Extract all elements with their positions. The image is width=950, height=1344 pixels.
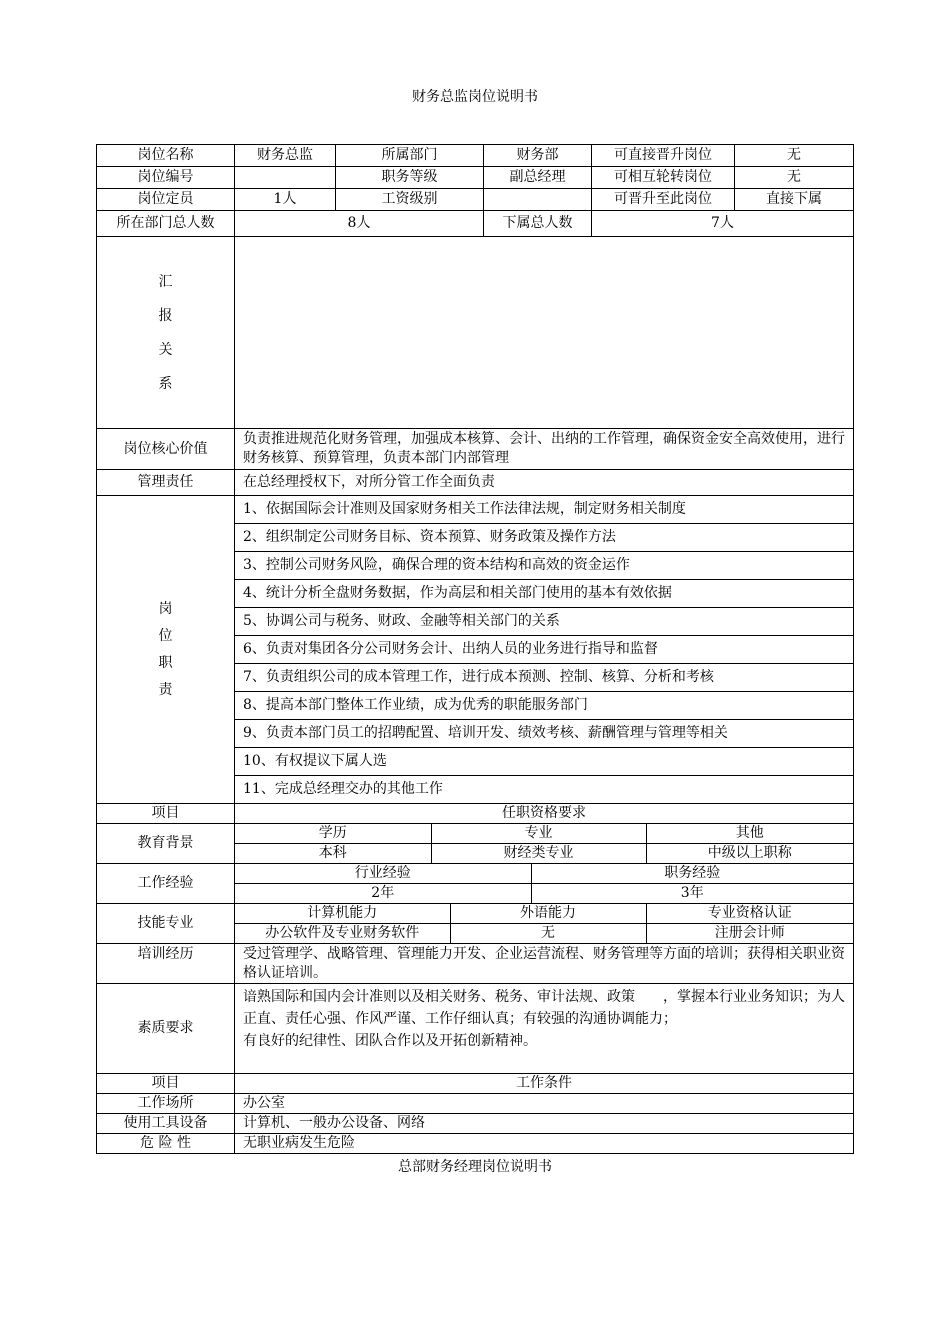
mgmt-text: 在总经理授权下，对所分管工作全面负责 [235, 470, 854, 496]
dept-label: 所在部门总人数 [97, 211, 235, 237]
experience-val: 3年 [680, 885, 704, 901]
skills-val: 办公软件及专业财务软件 [235, 924, 450, 944]
report-char: 关 [158, 341, 173, 358]
cond-row [97, 1094, 854, 1114]
duties-inner [235, 496, 854, 803]
core-value-row [97, 429, 854, 470]
experience-col: 职务经验 [531, 864, 853, 884]
duty-char: 位 [158, 627, 173, 644]
duty-item: 4、统计分析全盘财务数据，作为高层和相关部门使用的基本有效依据 [235, 580, 854, 608]
education-label: 教育背景 [97, 824, 235, 864]
quality-row [97, 984, 854, 1074]
info-cell: 职务等级 [336, 167, 484, 189]
cond-label: 工作场所 [97, 1094, 235, 1114]
education-content [235, 824, 854, 864]
quality-line: 有良好的纪律性、团队合作以及开拓创新精神。 [243, 1033, 537, 1049]
info-cell: 可直接晋升岗位 [592, 145, 735, 167]
info-cell: 岗位定员 [97, 189, 235, 211]
duties-label [97, 496, 235, 804]
duty-char: 责 [158, 681, 173, 698]
skills-val: 无 [450, 924, 646, 944]
info-cell [484, 189, 592, 211]
info-cell: 可相互轮转岗位 [592, 167, 735, 189]
education-row [97, 824, 854, 864]
info-cell: 副总经理 [484, 167, 592, 189]
report-row [97, 237, 854, 429]
cond-header-row [97, 1074, 854, 1094]
duty-item: 9、负责本部门员工的招聘配置、培训开发、绩效考核、薪酬管理与管理等相关 [235, 720, 854, 748]
cond-value: 办公室 [235, 1094, 854, 1114]
cond-header: 工作条件 [235, 1074, 854, 1094]
info-row [97, 167, 854, 189]
skills-content [235, 904, 854, 944]
skills-col: 计算机能力 [235, 904, 450, 924]
duty-item: 6、负责对集团各分公司财务会计、出纳人员的业务进行指导和监督 [235, 636, 854, 664]
experience-row [97, 864, 854, 904]
cond-label: 使用工具设备 [97, 1114, 235, 1134]
skills-row [97, 904, 854, 944]
info-row [97, 189, 854, 211]
duty-item: 5、协调公司与税务、财政、金融等相关部门的关系 [235, 608, 854, 636]
training-label: 培训经历 [97, 944, 235, 984]
experience-subtable [235, 864, 853, 903]
duty-item: 3、控制公司财务风险，确保合理的资本结构和高效的资金运作 [235, 552, 854, 580]
report-label [97, 237, 235, 429]
info-cell: 所属部门 [336, 145, 484, 167]
duties-row [97, 496, 854, 804]
duty-char: 岗 [158, 600, 173, 617]
skills-col: 专业资格认证 [646, 904, 853, 924]
info-cell: 无 [735, 167, 854, 189]
experience-content [235, 864, 854, 904]
training-row [97, 944, 854, 984]
core-value-label: 岗位核心价值 [97, 429, 235, 470]
cond-value: 无职业病发生危险 [235, 1134, 854, 1154]
quality-text [235, 984, 854, 1074]
duty-item: 1、依据国际会计准则及国家财务相关工作法律法规，制定财务相关制度 [235, 496, 854, 524]
report-char: 报 [158, 307, 173, 324]
cond-row [97, 1114, 854, 1134]
duty-item: 8、提高本部门整体工作业绩，成为优秀的职能服务部门 [235, 692, 854, 720]
education-val: 财经类专业 [431, 844, 646, 864]
education-col: 学历 [235, 824, 431, 844]
skills-label: 技能专业 [97, 904, 235, 944]
skills-subtable [235, 904, 853, 943]
education-col: 其他 [646, 824, 853, 844]
main-table [96, 236, 854, 1154]
skills-col: 外语能力 [450, 904, 646, 924]
report-char: 系 [158, 375, 173, 392]
duty-item: 11、完成总经理交办的其他工作 [243, 781, 443, 797]
education-subtable [235, 824, 853, 863]
sub-count-value: 7人 [592, 211, 854, 237]
mgmt-row [97, 470, 854, 496]
page-title: 财务总监岗位说明书 [412, 89, 538, 105]
mgmt-label: 管理责任 [97, 470, 235, 496]
core-value-text: 负责推进规范化财务管理，加强成本核算、会计、出纳的工作管理，确保资金安全高效使用，进行财务核算、预算管理，负责本部门内部管理 [235, 429, 854, 470]
experience-val: 2年 [235, 884, 531, 904]
qual-item-label: 项目 [97, 804, 235, 824]
main-table-top [96, 210, 854, 237]
cond-label: 危 险 性 [97, 1134, 235, 1154]
education-val: 本科 [235, 844, 431, 864]
skills-val: 注册会计师 [714, 925, 785, 941]
info-cell: 无 [735, 145, 854, 167]
qual-header: 任职资格要求 [235, 804, 854, 824]
experience-col: 行业经验 [235, 864, 531, 884]
info-cell: 直接下属 [735, 189, 854, 211]
qual-header-row [97, 804, 854, 824]
education-col: 专业 [431, 824, 646, 844]
education-val: 中级以上职称 [707, 845, 792, 861]
experience-label: 工作经验 [97, 864, 235, 904]
duties-list [235, 496, 854, 804]
duty-item: 10、有权提议下属人选 [235, 748, 854, 776]
duty-char: 职 [158, 654, 173, 671]
position-info-table [96, 144, 854, 211]
dept-row [97, 211, 854, 237]
info-cell: 财务总监 [235, 145, 336, 167]
info-cell [235, 167, 336, 189]
info-cell: 1人 [235, 189, 336, 211]
info-cell: 工资级别 [336, 189, 484, 211]
cond-item-label: 项目 [97, 1074, 235, 1094]
report-char: 汇 [158, 273, 173, 290]
training-text: 受过管理学、战略管理、管理能力开发、企业运营流程、财务管理等方面的培训；获得相关职业资格认证培训。 [235, 944, 854, 984]
info-cell: 岗位编号 [97, 167, 235, 189]
info-row [97, 145, 854, 167]
info-cell: 财务部 [484, 145, 592, 167]
report-content [235, 237, 854, 429]
info-cell: 岗位名称 [97, 145, 235, 167]
cond-row [97, 1134, 854, 1154]
quality-label: 素质要求 [97, 984, 235, 1074]
info-cell: 可晋升至此岗位 [592, 189, 735, 211]
cond-value: 计算机、一般办公设备、网络 [235, 1114, 854, 1134]
dept-value: 8人 [235, 211, 484, 237]
duty-item: 2、组织制定公司财务目标、资本预算、财务政策及操作方法 [235, 524, 854, 552]
footer-title: 总部财务经理岗位说明书 [398, 1159, 552, 1175]
sub-count-label: 下属总人数 [484, 211, 592, 237]
quality-line: 谙熟国际和国内会计准则以及相关财务、税务、审计法规、政策 ，掌握本行业业务知识；为人正直、责任心强、作风严谨、工作仔细认真；有较强的沟通协调能力； [243, 989, 845, 1027]
duty-item: 7、负责组织公司的成本管理工作，进行成本预测、控制、核算、分析和考核 [235, 664, 854, 692]
